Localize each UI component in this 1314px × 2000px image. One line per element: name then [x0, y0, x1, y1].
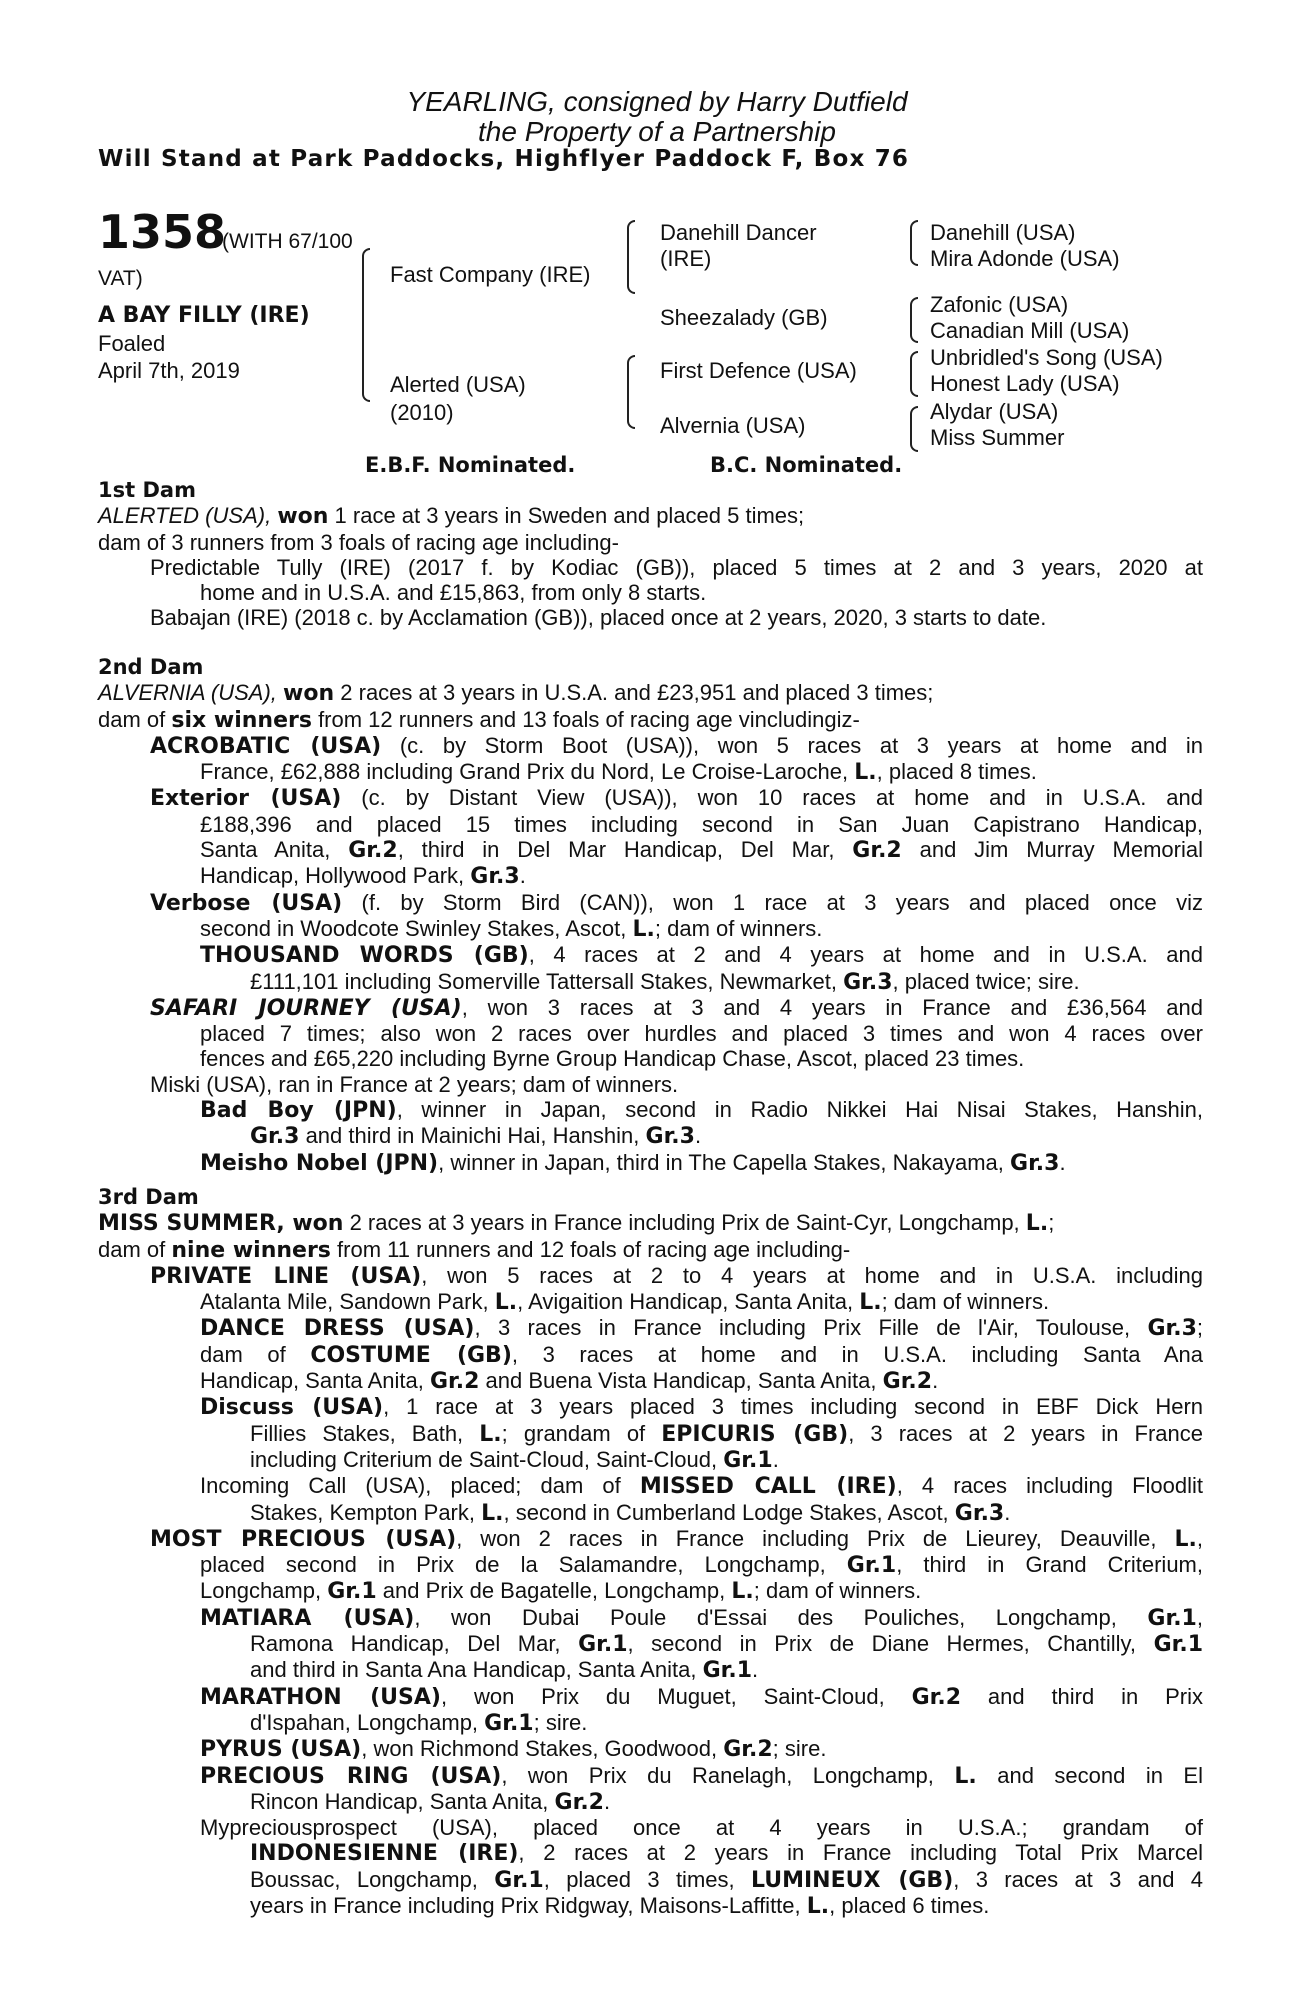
text: and third in Santa Ana Handicap, Santa Anita,	[250, 1657, 697, 1683]
lot-name: A BAY FILLY (IRE)	[98, 303, 310, 328]
marathon-line-1	[200, 1684, 1203, 1710]
text: , placed twice; sire.	[892, 968, 1080, 994]
text: Atalanta Mile, Sandown Park,	[200, 1289, 489, 1315]
text: L.	[1025, 1211, 1049, 1237]
header-line-2: the Property of a Partnership	[478, 116, 836, 147]
text: France, £62,888 including Grand Prix du Nord, Le Croise-Laroche,	[200, 759, 849, 785]
lot-number: 1358	[98, 205, 227, 259]
verbose-line-2	[200, 916, 1203, 942]
dance-dress-line-2	[200, 1342, 1203, 1368]
text: , second in Prix de Diane Hermes, Chantilly,	[627, 1631, 1137, 1657]
text: L.	[481, 1500, 504, 1526]
text: L.	[494, 1290, 518, 1316]
matiara-line-1	[200, 1605, 1203, 1631]
discuss-line-3	[250, 1447, 1203, 1473]
first-dam-foal-1: Predictable Tully (IRE) (2017 f. by Kodiac (GB)), placed 5 times at 2 and 3 years, 2020 at	[150, 554, 1203, 580]
text: Gr.3	[843, 969, 893, 995]
pedigree-sire: Fast Company (IRE)	[390, 262, 591, 287]
discuss-line-1	[200, 1394, 1203, 1420]
discuss-line-2	[250, 1421, 1203, 1447]
text: and second in El	[997, 1762, 1203, 1788]
text: Gr.2	[723, 1737, 773, 1763]
text: placed second in Prix de la Salamandre, Longchamp,	[200, 1552, 826, 1578]
text: d'Ispahan, Longchamp,	[250, 1709, 479, 1735]
second-dam-section	[98, 655, 1203, 1176]
text: Incoming Call (USA), placed; dam of	[200, 1473, 621, 1499]
text: L.	[954, 1763, 977, 1789]
exterior-line-3	[200, 837, 1203, 863]
text: , won Dubai Poule d'Essai des Pouliches, Longchamp,	[414, 1604, 1117, 1630]
pedigree-dam-year: (2010)	[390, 400, 454, 425]
text: Gr.1	[327, 1579, 377, 1605]
pedigree-sdd: Canadian Mill (USA)	[930, 318, 1130, 343]
text: Gr.3	[954, 1500, 1005, 1526]
incoming-call-line-2	[250, 1500, 1203, 1526]
text: Gr.3	[1010, 1150, 1060, 1176]
text: , 2 races at 2 years in France including Total Prix Marcel	[518, 1840, 1203, 1866]
safari-journey-line-2: placed 7 times; also won 2 races over hurdles and placed 3 times and won 4 races over	[200, 1021, 1203, 1047]
most-precious-line-3	[200, 1578, 1203, 1604]
mypreciousprospect-line-2	[250, 1840, 1203, 1866]
text: dam of	[200, 1341, 286, 1367]
text: Gr.1	[846, 1553, 897, 1579]
exterior-line-2: £188,396 and placed 15 times including second in San Juan Capistrano Handicap,	[200, 811, 1203, 837]
text: , placed 8 times.	[876, 759, 1037, 785]
text: six winners	[171, 707, 312, 733]
text: MATIARA (USA)	[200, 1605, 415, 1631]
text: , 3 races at 3 and 4	[953, 1866, 1204, 1892]
text: Exterior (USA)	[150, 786, 342, 812]
text: (c. by Distant View (USA)), won 10 races at home and in U.S.A. and	[361, 785, 1203, 811]
ebf-nominated: E.B.F. Nominated.	[365, 453, 576, 477]
text: and Jim Murray Memorial	[919, 837, 1203, 863]
lot-foaled: Foaled	[98, 331, 166, 356]
text: , third in Grand Criterium,	[896, 1552, 1203, 1578]
pedigree-dsd: Honest Lady (USA)	[930, 371, 1120, 396]
third-dam-heading: 3rd Dam	[98, 1185, 199, 1209]
text: , 1 race at 3 years placed 3 times including second in EBF Dick Hern	[383, 1394, 1204, 1420]
text: Gr.1	[494, 1867, 544, 1893]
second-dam-name: ALVERNIA (USA),	[98, 680, 277, 706]
second-dam-record: 2 races at 3 years in U.S.A. and £23,951 and placed 3 times;	[340, 680, 934, 706]
text: .	[752, 1657, 759, 1683]
pedigree-brace-sire-dam	[362, 248, 370, 402]
text: and Prix de Bagatelle, Longchamp,	[382, 1578, 726, 1604]
text: Gr.1	[702, 1658, 752, 1684]
text: PRECIOUS RING (USA)	[200, 1763, 502, 1789]
pedigree-brace-1	[910, 220, 918, 266]
marathon-line-2	[250, 1710, 1203, 1736]
first-dam-foal-1-cont: home and in U.S.A. and £15,863, from only 8 starts.	[200, 580, 707, 606]
text: Gr.1	[1153, 1632, 1203, 1658]
exterior-line-1	[150, 785, 1203, 811]
text: ;	[1196, 1315, 1203, 1341]
text: Handicap, Hollywood Park,	[200, 863, 465, 889]
text: Santa Anita,	[200, 837, 331, 863]
first-dam-name: ALERTED (USA),	[98, 503, 272, 529]
text: MARATHON (USA)	[200, 1684, 441, 1710]
text: ; grandam of	[501, 1420, 646, 1446]
text: Stakes, Kempton Park,	[250, 1499, 475, 1525]
most-precious-line-1	[150, 1526, 1203, 1552]
text: INDONESIENNE (IRE)	[250, 1841, 519, 1867]
pedigree-ssd: Mira Adonde (USA)	[930, 246, 1120, 271]
text: , won 2 races in France including Prix de Lieurey, Deauville,	[456, 1525, 1157, 1551]
pedigree-sss: Danehill (USA)	[930, 220, 1076, 245]
text: Gr.2	[911, 1684, 961, 1710]
most-precious-line-2	[200, 1552, 1203, 1578]
pedigree-brace-2	[910, 297, 918, 343]
text: ,	[1196, 1525, 1203, 1551]
pedigree-dss: Unbridled's Song (USA)	[930, 345, 1163, 370]
text: THOUSAND WORDS (GB)	[200, 943, 529, 969]
thousand-words-line-1	[200, 942, 1203, 968]
text: , 3 races at 2 years in France	[848, 1420, 1204, 1446]
text: .	[932, 1368, 939, 1394]
text: dam of	[98, 706, 166, 732]
text: Bad Boy (JPN)	[200, 1098, 397, 1124]
text: Gr.2	[882, 1369, 933, 1395]
text: Gr.2	[429, 1369, 480, 1395]
text: , won 5 races at 2 to 4 years at home and in U.S.A. including	[421, 1262, 1203, 1288]
text: .	[603, 1788, 611, 1814]
text: from 11 runners and 12 foals of racing age including-	[337, 1236, 851, 1262]
text: Gr.2	[554, 1789, 604, 1815]
private-line-line-1	[150, 1263, 1203, 1289]
text: Gr.3	[250, 1124, 300, 1150]
lot-vat-2: VAT)	[98, 267, 143, 290]
pedigree-dds: Alydar (USA)	[930, 399, 1059, 424]
private-line-line-2	[200, 1289, 1203, 1315]
text: .	[1059, 1149, 1066, 1175]
text: Gr.1	[578, 1632, 628, 1658]
dance-dress-line-1	[200, 1315, 1203, 1341]
text: .	[772, 1446, 779, 1472]
first-dam-won: won	[277, 504, 329, 530]
text: L.	[1174, 1526, 1197, 1552]
text: and third in Mainichi Hai, Hanshin,	[305, 1123, 640, 1149]
text: 2 races at 3 years in France including Prix de Saint-Cyr, Longchamp,	[349, 1210, 1020, 1236]
text: , winner in Japan, second in Radio Nikkei Hai Nisai Stakes, Hanshin,	[396, 1097, 1203, 1123]
text: EPICURIS (GB)	[661, 1421, 849, 1447]
text: L.	[854, 760, 877, 786]
text: Ramona Handicap, Del Mar,	[250, 1631, 561, 1657]
text: Fillies Stakes, Bath,	[250, 1420, 464, 1446]
header-line-1: YEARLING, consigned by Harry Dutfield	[406, 86, 908, 117]
matiara-line-3	[250, 1657, 1203, 1683]
thousand-words-line-2	[250, 969, 1203, 995]
text: L.	[632, 916, 655, 942]
bad-boy-line-2	[250, 1123, 1203, 1149]
third-dam-section	[98, 1185, 1203, 1919]
text: ;	[1048, 1210, 1055, 1236]
text: Discuss (USA)	[200, 1395, 384, 1421]
text: Gr.1	[723, 1447, 773, 1473]
lot-foaled-date: April 7th, 2019	[98, 358, 240, 383]
text: nine winners	[171, 1237, 331, 1263]
text: .	[1004, 1499, 1011, 1525]
text: MOST PRECIOUS (USA)	[150, 1526, 457, 1552]
verbose-line-1	[150, 890, 1203, 916]
meisho-nobel-line	[200, 1150, 1203, 1176]
pedigree-ss: Danehill Dancer	[660, 220, 817, 245]
text: COSTUME (GB)	[310, 1342, 512, 1368]
dance-dress-line-3	[200, 1368, 1203, 1394]
text: ; sire.	[533, 1709, 588, 1735]
text: PRIVATE LINE (USA)	[150, 1263, 422, 1289]
text: , second in Cumberland Lodge Stakes, Ascot,	[503, 1499, 949, 1525]
text: years in France including Prix Ridgway, Maisons-Laffitte,	[250, 1893, 801, 1919]
text: ; sire.	[772, 1736, 827, 1762]
text: .	[519, 863, 526, 889]
text: Gr.3	[470, 864, 520, 890]
safari-journey-line-1	[150, 995, 1203, 1021]
text: L.	[479, 1421, 502, 1447]
text: ; dam of winners.	[881, 1289, 1050, 1315]
text: Gr.2	[852, 838, 902, 864]
pedigree-brace-sire	[627, 220, 635, 294]
text: (f. by Storm Bird (CAN)), won 1 race at 3 years and placed once viz	[361, 889, 1203, 915]
text: including Criterium de Saint-Cloud, Saint-Cloud,	[250, 1446, 718, 1472]
pedigree-sd: Sheezalady (GB)	[660, 305, 828, 330]
text: Boussac, Longchamp,	[250, 1866, 478, 1892]
miski-line: Miski (USA), ran in France at 2 years; dam of winners.	[150, 1071, 679, 1097]
text: Handicap, Santa Anita,	[200, 1368, 424, 1394]
text: , placed 6 times.	[829, 1893, 990, 1919]
text: and third in Prix	[987, 1683, 1203, 1709]
first-dam-section	[98, 478, 1203, 631]
text: ,	[1196, 1604, 1203, 1630]
text: Meisho Nobel (JPN)	[200, 1150, 439, 1176]
acrobatic-line-2	[200, 759, 1203, 785]
text: Gr.1	[484, 1710, 534, 1736]
text: £111,101 including Somerville Tattersall Stakes, Newmarket,	[250, 968, 837, 994]
text: ; dam of winners.	[753, 1578, 922, 1604]
text: , 3 races in France including Prix Fille de l'Air, Toulouse,	[474, 1315, 1131, 1341]
acrobatic-line-1	[150, 733, 1203, 759]
precious-ring-line-2	[250, 1789, 1203, 1815]
pyrus-line	[200, 1736, 1203, 1762]
text: PYRUS (USA)	[200, 1737, 362, 1763]
text: Rincon Handicap, Santa Anita,	[250, 1788, 549, 1814]
mypreciousprospect-line-3	[250, 1867, 1203, 1893]
pedigree-dd: Alvernia (USA)	[660, 413, 806, 438]
pedigree-dam: Alerted (USA)	[390, 372, 526, 397]
pedigree-brace-3	[910, 351, 918, 397]
text: Gr.2	[348, 838, 398, 864]
text: Longchamp,	[200, 1578, 322, 1604]
text: , won Richmond Stakes, Goodwood,	[361, 1736, 718, 1762]
third-dam-won: , won	[276, 1211, 344, 1237]
first-dam-record: 1 race at 3 years in Sweden and placed 5 times;	[334, 503, 805, 529]
pedigree-brace-dam	[627, 355, 635, 429]
text: Verbose (USA)	[150, 890, 343, 916]
text: , won 3 races at 3 and 4 years in France and £36,564 and	[461, 994, 1203, 1020]
text: , Avigaition Handicap, Santa Anita,	[517, 1289, 854, 1315]
text: , third in Del Mar Handicap, Del Mar,	[397, 837, 835, 863]
second-dam-won: won	[283, 681, 335, 707]
text: SAFARI JOURNEY (USA)	[150, 995, 462, 1021]
text: and Buena Vista Handicap, Santa Anita,	[485, 1368, 877, 1394]
lot-vat: (WITH 67/100	[222, 230, 353, 253]
pedigree-ds: First Defence (USA)	[660, 358, 857, 383]
bad-boy-line-1	[200, 1097, 1203, 1123]
pedigree-sds: Zafonic (USA)	[930, 292, 1069, 317]
text: (c. by Storm Boot (USA)), won 5 races at 3 years at home and in	[399, 732, 1203, 758]
text: LUMINEUX (GB)	[750, 1867, 954, 1893]
first-dam-produce-summary: dam of 3 runners from 3 foals of racing age including-	[98, 529, 619, 555]
text: , 4 races at 2 and 4 years at home and in U.S.A. and	[528, 942, 1203, 968]
text: , won Prix du Muguet, Saint-Cloud,	[440, 1683, 885, 1709]
text: , placed 3 times,	[543, 1866, 735, 1892]
text: MISSED CALL (IRE)	[639, 1474, 897, 1500]
pedigree-brace-4	[910, 406, 918, 452]
text: L.	[806, 1894, 830, 1920]
text: , winner in Japan, third in The Capella Stakes, Nakayama,	[438, 1149, 1004, 1175]
mypreciousprospect-line-1: Mypreciousprospect (USA), placed once at 4 years in U.S.A.; grandam of	[200, 1815, 1203, 1841]
safari-journey-line-3: fences and £65,220 including Byrne Group Handicap Chase, Ascot, placed 23 times.	[200, 1046, 1025, 1072]
second-dam-heading: 2nd Dam	[98, 655, 204, 679]
text: second in Woodcote Swinley Stakes, Ascot,	[200, 915, 627, 941]
third-dam-name: MISS SUMMER	[98, 1211, 277, 1237]
precious-ring-line-1	[200, 1763, 1203, 1789]
text: ACROBATIC (USA)	[150, 733, 382, 759]
matiara-line-2	[250, 1631, 1203, 1657]
bc-nominated: B.C. Nominated.	[710, 453, 903, 477]
mypreciousprospect-line-4	[250, 1893, 1203, 1919]
text: L.	[859, 1290, 882, 1316]
text: from 12 runners and 13 foals of racing age vincludingiz-	[318, 706, 860, 732]
text: , won Prix du Ranelagh, Longchamp,	[501, 1762, 934, 1788]
header-stand-line: Will Stand at Park Paddocks, Highflyer Paddock F, Box 76	[98, 146, 910, 172]
text: DANCE DRESS (USA)	[200, 1316, 475, 1342]
text: dam of	[98, 1236, 166, 1262]
incoming-call-line-1	[200, 1473, 1203, 1499]
text: Gr.3	[1147, 1316, 1197, 1342]
exterior-line-4	[200, 863, 1203, 889]
text: , 4 races including Floodlit	[896, 1473, 1203, 1499]
text: Gr.1	[1147, 1605, 1197, 1631]
pedigree-ddd: Miss Summer	[930, 425, 1065, 450]
text: L.	[731, 1579, 754, 1605]
first-dam-foal-2: Babajan (IRE) (2018 c. by Acclamation (GB)), placed once at 2 years, 2020, 3 starts to date.	[150, 605, 1047, 631]
text: .	[694, 1123, 702, 1149]
text: , 3 races at home and in U.S.A. including Santa Ana	[511, 1341, 1203, 1367]
text: ; dam of winners.	[654, 915, 823, 941]
first-dam-heading: 1st Dam	[98, 478, 196, 502]
text: Gr.3	[645, 1124, 695, 1150]
pedigree-ss-2: (IRE)	[660, 246, 712, 271]
